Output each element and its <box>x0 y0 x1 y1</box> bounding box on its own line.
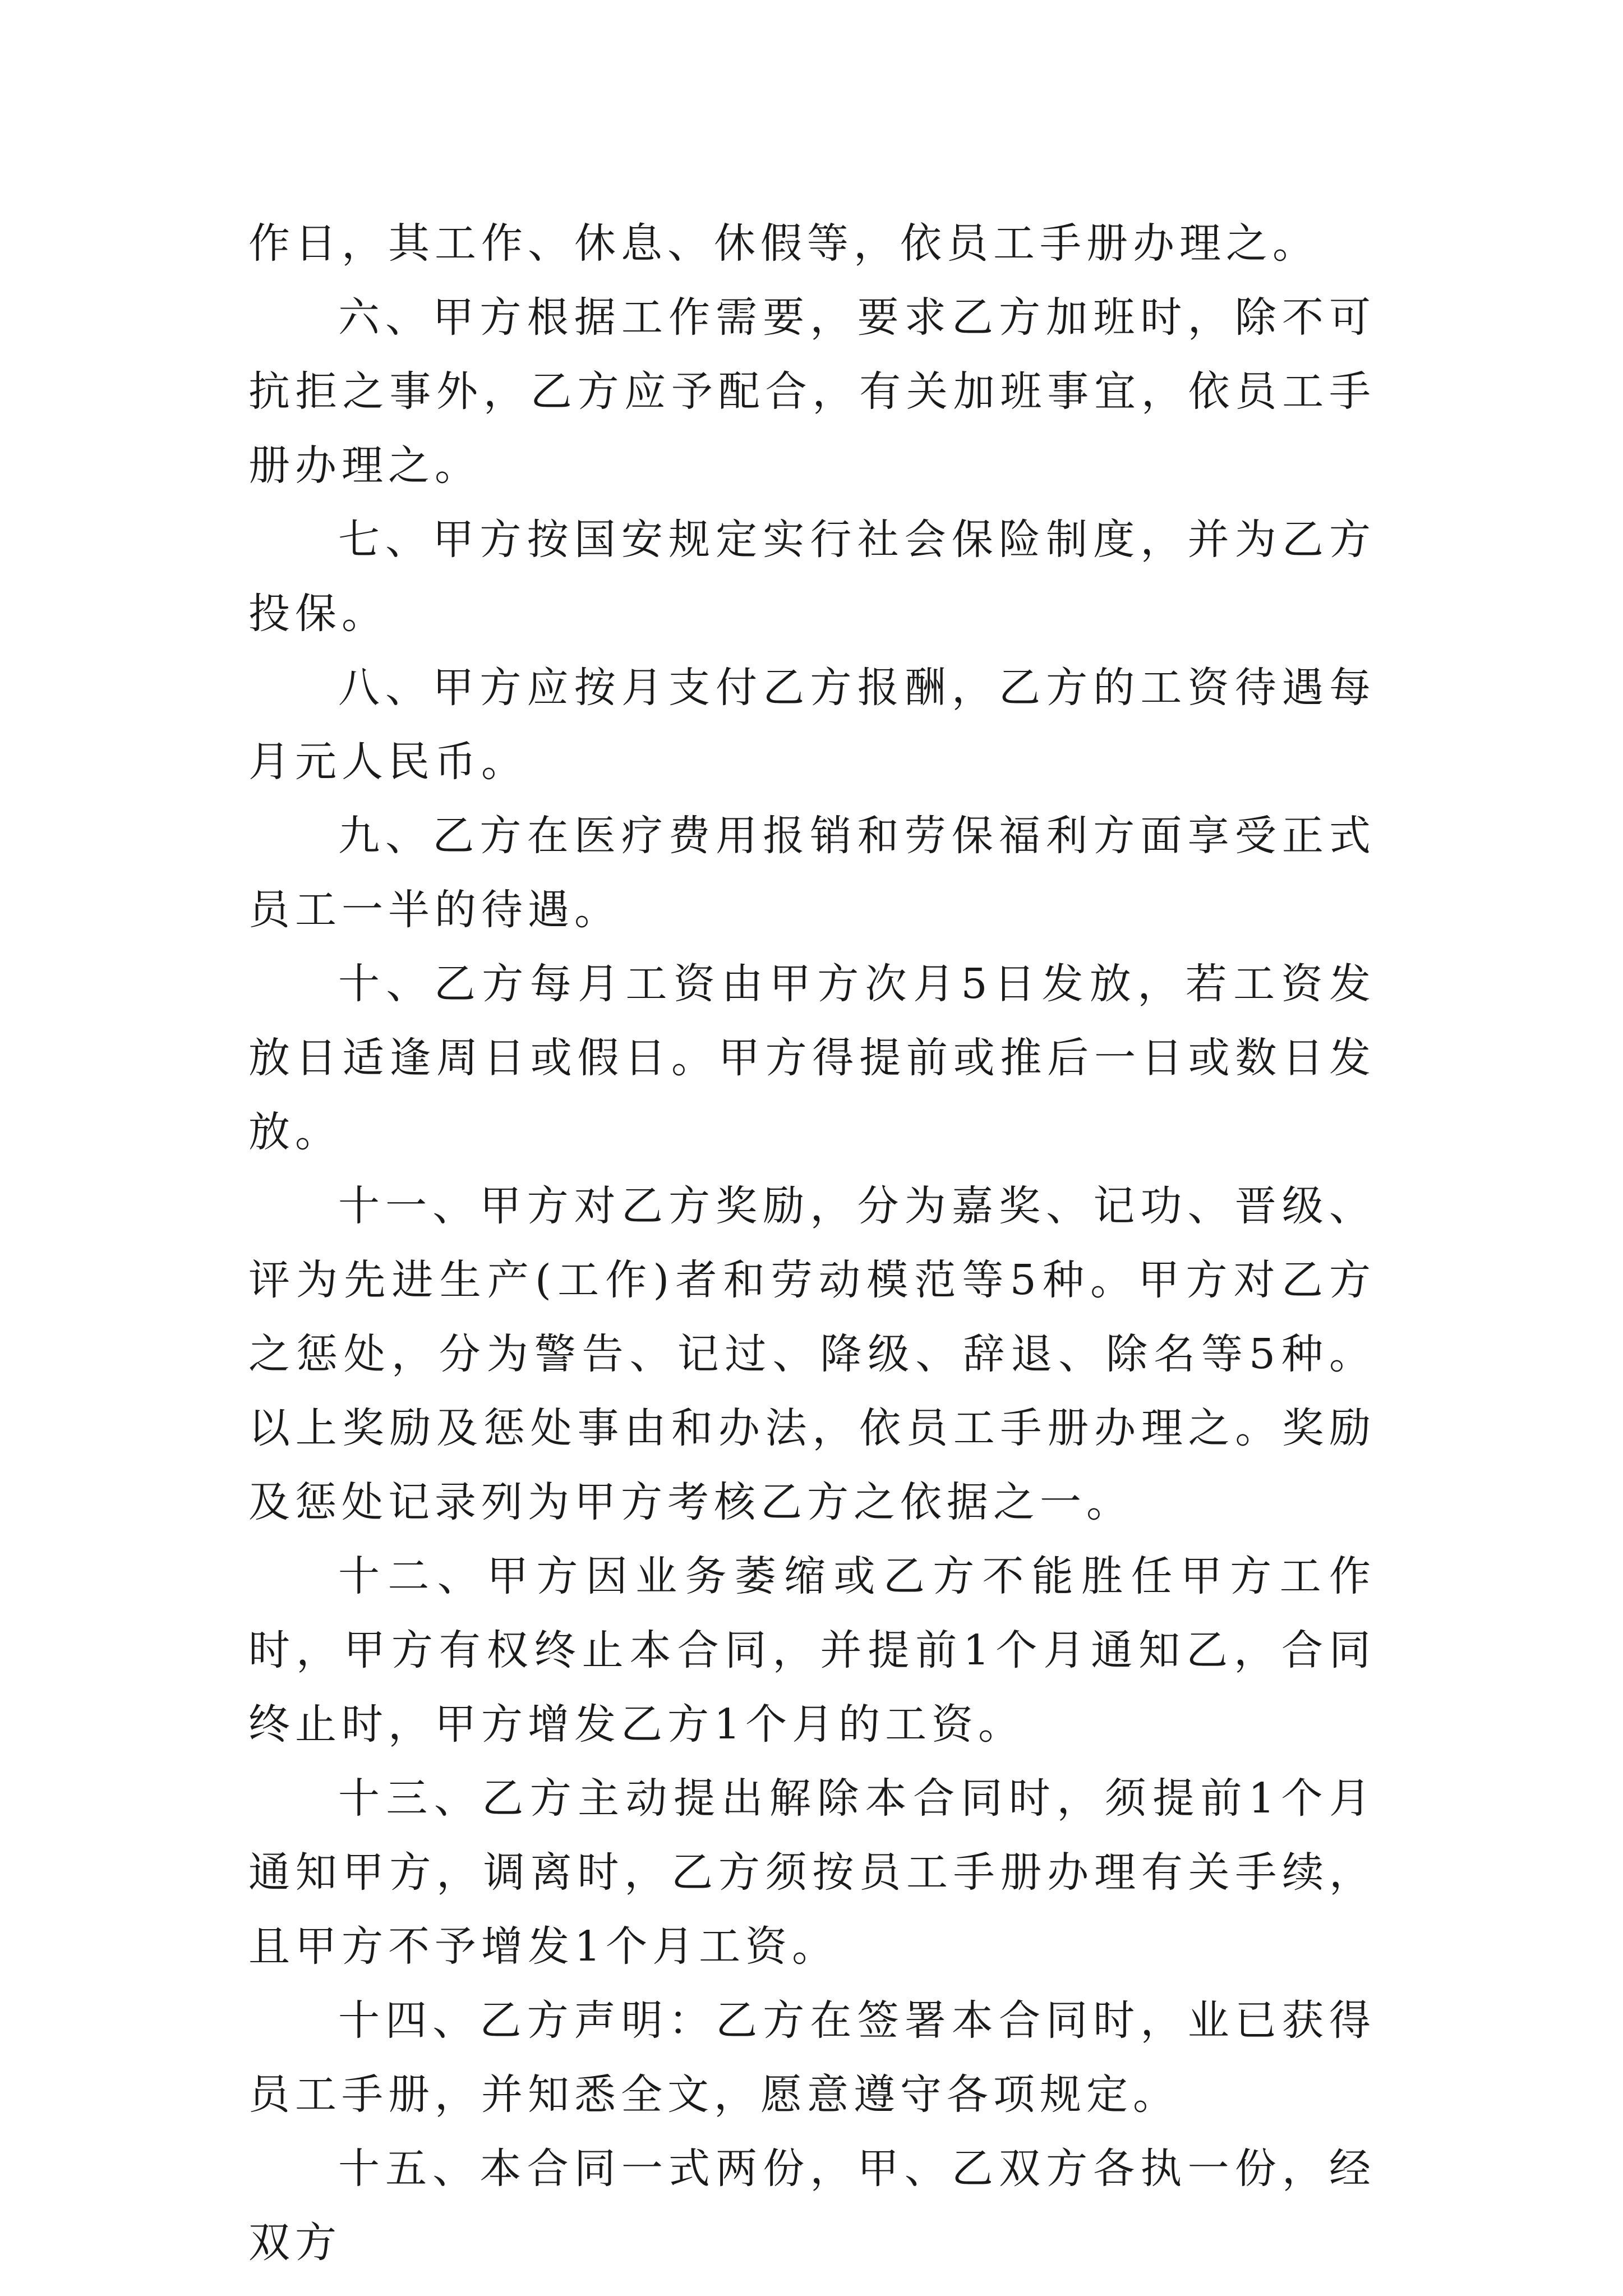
paragraph-clause-13: 十三、乙方主动提出解除本合同时，须提前1个月通知甲方，调离时，乙方须按员工手册办理有关手续，且甲方不予增发1个月工资。 <box>248 1774 1376 1971</box>
paragraph-clause-9: 九、乙方在医疗费用报销和劳保福利方面享受正式员工一半的待遇。 <box>248 812 1376 934</box>
paragraph-clause-8: 八、甲方应按月支付乙方报酬，乙方的工资待遇每月元人民币。 <box>248 664 1376 786</box>
paragraph-clause-7: 七、甲方按国安规定实行社会保险制度，并为乙方投保。 <box>248 516 1376 638</box>
paragraph-clause-12: 十二、甲方因业务萎缩或乙方不能胜任甲方工作时，甲方有权终止本合同，并提前1个月通知乙，合同终止时，甲方增发乙方1个月的工资。 <box>248 1552 1376 1749</box>
paragraph-clause-14: 十四、乙方声明：乙方在签署本合同时，业已获得员工手册，并知悉全文，愿意遵守各项规定。 <box>248 1996 1376 2119</box>
paragraph-clause-11: 十一、甲方对乙方奖励，分为嘉奖、记功、晋级、评为先进生产(工作)者和劳动模范等5种。甲方对乙方之惩处，分为警告、记过、降级、辞退、除名等5种。以上奖励及惩处事由和办法，依员工手册办理之。奖励及惩处记录列为甲方考核乙方之依据之一。 <box>248 1182 1376 1526</box>
paragraph-clause-10: 十、乙方每月工资由甲方次月5日发放，若工资发放日适逢周日或假日。甲方得提前或推后一日或数日发放。 <box>248 960 1376 1156</box>
paragraph-clause-15: 十五、本合同一式两份，甲、乙双方各执一份，经双方 <box>248 2145 1376 2267</box>
paragraph-continuation: 作日，其工作、休息、休假等，依员工手册办理之。 <box>248 219 1319 268</box>
paragraph-clause-6: 六、甲方根据工作需要，要求乙方加班时，除不可抗拒之事外，乙方应予配合，有关加班事宜，依员工手册办理之。 <box>248 293 1376 490</box>
document-body <box>248 206 1376 2280</box>
